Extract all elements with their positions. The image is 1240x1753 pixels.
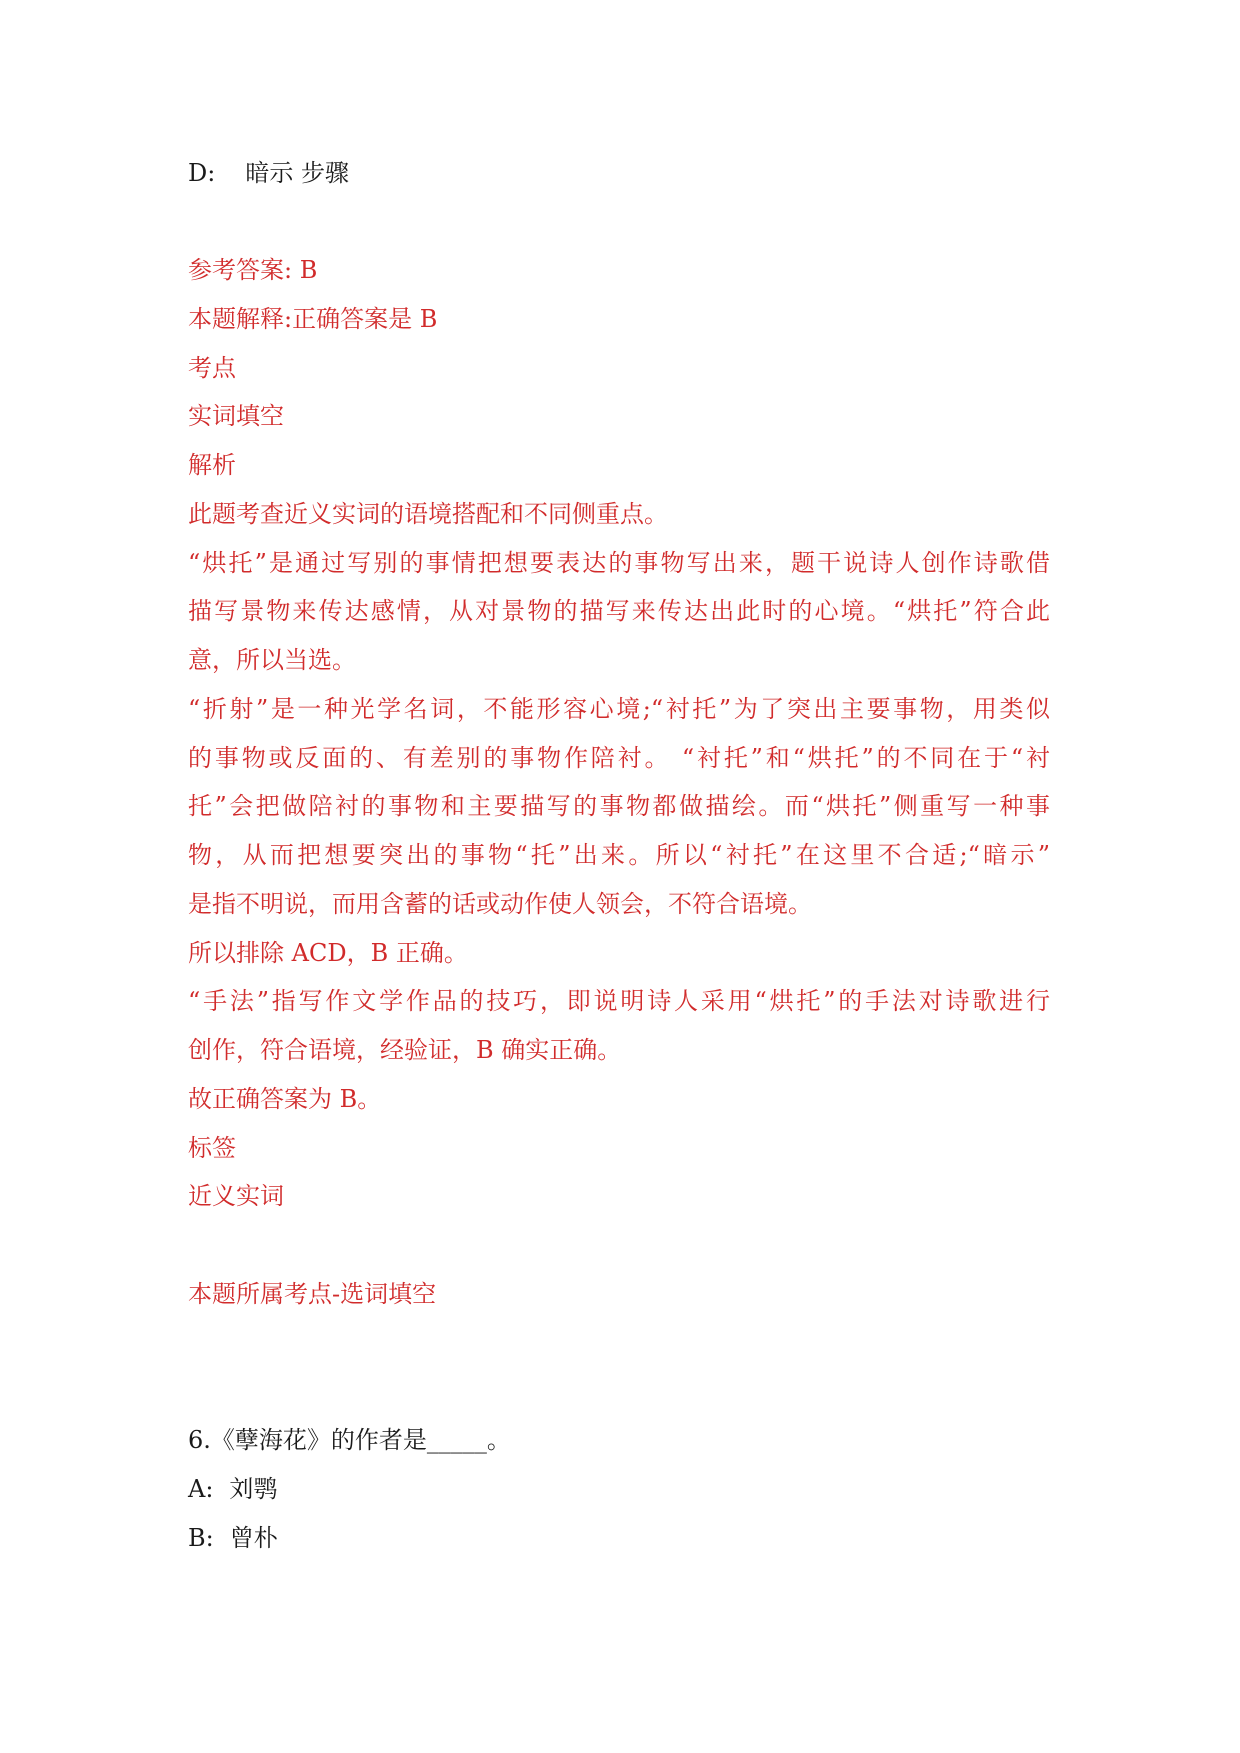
analysis-line: 所以排除 ACD，B 正确。 [188, 938, 468, 967]
option-text: 刘鹗 [229, 1474, 278, 1503]
analysis-line: 物，从而把想要突出的事物“托”出来。所以“衬托”在这里不合适;“暗示” [188, 841, 1050, 870]
analysis-line: 此题考查近义实词的语境搭配和不同侧重点。 [188, 499, 668, 528]
analysis-line: 故正确答案为 B。 [188, 1084, 382, 1113]
option-label: D: [188, 158, 216, 187]
question-6-option-b [188, 1514, 1050, 1563]
analysis-line: 的事物或反面的、有差别的事物作陪衬。 “衬托”和“烘托”的不同在于“衬 [188, 743, 1050, 772]
analysis-line: 是指不明说，而用含蓄的话或动作使人领会，不符合语境。 [188, 889, 812, 918]
analysis-line: 描写景物来传达感情，从对景物的描写来传达出此时的心境。“烘托”符合此 [188, 597, 1050, 626]
analysis-label: 解析 [188, 451, 236, 480]
analysis-line: 托”会把做陪衬的事物和主要描写的事物都做描绘。而“烘托”侧重写一种事 [188, 792, 1050, 821]
analysis-line: “折射”是一种光学名词，不能形容心境;“衬托”为了突出主要事物，用类似 [188, 694, 1050, 723]
option-label: B: [188, 1523, 214, 1552]
reference-answer: 参考答案: B [188, 256, 318, 285]
topic-line: 本题所属考点-选词填空 [188, 1279, 437, 1308]
kaodian-label: 考点 [188, 353, 236, 382]
analysis-line: 创作，符合语境，经验证，B 确实正确。 [188, 1036, 622, 1065]
explanation-title: 本题解释:正确答案是 B [188, 304, 438, 333]
analysis-line: 意，所以当选。 [188, 646, 356, 675]
option-text: 曾朴 [229, 1523, 278, 1552]
tag-value: 近义实词 [188, 1182, 284, 1211]
prev-question-option-d [188, 149, 1050, 198]
tag-label: 标签 [188, 1133, 236, 1162]
option-text: 暗示 步骤 [245, 158, 349, 187]
option-label: A: [188, 1474, 214, 1503]
question-6-stem: 6.《孽海花》的作者是_____。 [188, 1426, 511, 1455]
analysis-line: “手法”指写作文学作品的技巧，即说明诗人采用“烘托”的手法对诗歌进行 [188, 987, 1050, 1016]
question-6-option-a [188, 1465, 1050, 1514]
kaodian-value: 实词填空 [188, 402, 284, 431]
page-content [188, 149, 1050, 1563]
analysis-line: “烘托”是通过写别的事情把想要表达的事物写出来，题干说诗人创作诗歌借 [188, 548, 1050, 577]
